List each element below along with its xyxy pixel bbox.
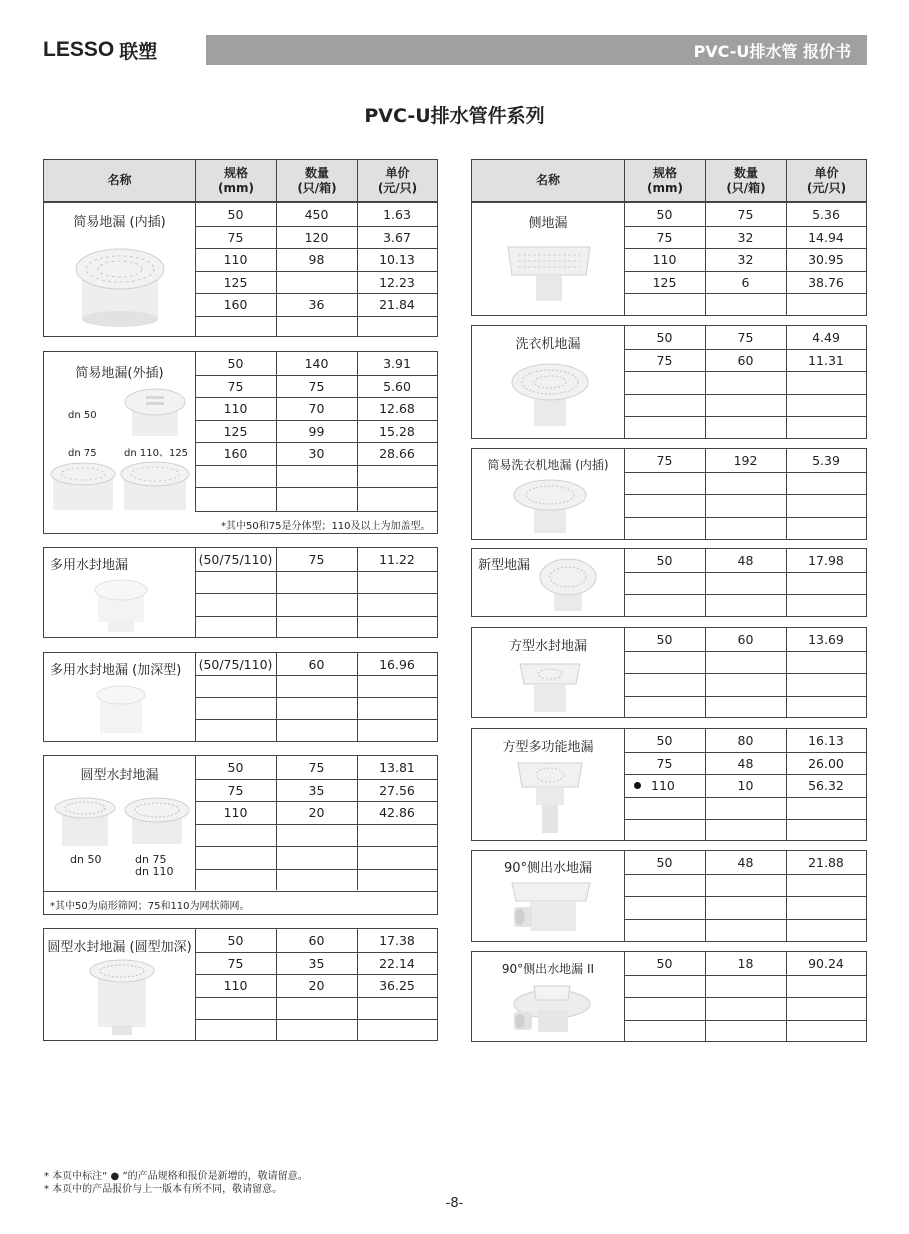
price-cell: 17.98 bbox=[808, 552, 844, 568]
col-qty-unit: (只/箱) bbox=[726, 180, 766, 195]
qty-cell: 48 bbox=[737, 854, 754, 870]
table-row bbox=[624, 594, 866, 616]
table-row bbox=[195, 779, 437, 802]
spec-cell: 75 bbox=[227, 955, 244, 971]
price-cell: 27.56 bbox=[379, 782, 415, 798]
price-cell: 56.32 bbox=[808, 778, 844, 794]
table-row bbox=[624, 226, 866, 249]
size-label: dn 110 bbox=[135, 865, 174, 878]
spec-cell: 75 bbox=[227, 782, 244, 798]
table-row bbox=[195, 869, 437, 892]
product-name: 侧地漏 bbox=[528, 216, 568, 231]
table-row bbox=[624, 997, 866, 1020]
product-image bbox=[514, 658, 586, 716]
table-row bbox=[195, 420, 437, 443]
col-spec-unit: (mm) bbox=[218, 180, 254, 195]
table-row bbox=[624, 549, 866, 572]
spec-cell: 50 bbox=[656, 329, 673, 345]
qty-cell: 32 bbox=[737, 229, 754, 245]
col-price-label: 单价 bbox=[814, 165, 839, 180]
price-cell: 3.67 bbox=[383, 229, 411, 245]
table-row bbox=[195, 997, 437, 1020]
qty-cell: 60 bbox=[737, 352, 754, 368]
col-qty-unit: (只/箱) bbox=[297, 180, 337, 195]
price-cell: 36.25 bbox=[379, 978, 415, 994]
product-group-washer-drain bbox=[471, 325, 867, 439]
spec-cell: 75 bbox=[227, 229, 244, 245]
spec-cell: 50 bbox=[656, 955, 673, 971]
spec-cell: 160 bbox=[223, 446, 248, 462]
col-price-header bbox=[786, 160, 866, 201]
price-cell: 30.95 bbox=[808, 252, 844, 268]
group-note: *其中50为扇形筛网；75和110为网状筛网。 bbox=[50, 901, 250, 912]
table-row bbox=[624, 203, 866, 226]
table-row bbox=[624, 874, 866, 897]
qty-cell: 48 bbox=[737, 552, 754, 568]
price-cell: 10.13 bbox=[379, 252, 415, 268]
price-cell: 90.24 bbox=[808, 955, 844, 971]
table-row bbox=[624, 651, 866, 674]
qty-cell: 192 bbox=[733, 452, 758, 468]
table-row bbox=[624, 673, 866, 696]
table-row bbox=[195, 465, 437, 488]
table-row bbox=[624, 517, 866, 540]
qty-cell: 75 bbox=[308, 759, 325, 775]
footnote-new-items: * 本页中标注“ ● ”的产品规格和报价是新增的，敬请留意。 bbox=[44, 1171, 308, 1182]
product-name: 方型水封地漏 bbox=[508, 639, 587, 654]
col-price-unit: (元/只) bbox=[377, 180, 418, 195]
qty-cell: 120 bbox=[304, 229, 329, 245]
col-qty-header bbox=[705, 160, 786, 201]
col-price-label: 单价 bbox=[385, 165, 410, 180]
spec-cell: 75 bbox=[227, 378, 244, 394]
qty-cell: 20 bbox=[308, 978, 325, 994]
product-name: 新型地漏 bbox=[478, 558, 531, 573]
table-row bbox=[195, 846, 437, 869]
product-group-multi-seal-drain bbox=[43, 547, 438, 638]
table-row bbox=[195, 248, 437, 271]
table-row bbox=[624, 293, 866, 315]
price-cell: 13.69 bbox=[808, 631, 844, 647]
price-cell: 17.38 bbox=[379, 932, 415, 948]
table-row bbox=[624, 271, 866, 294]
spec-cell: 160 bbox=[223, 297, 248, 313]
product-name: 方型多功能地漏 bbox=[502, 740, 594, 755]
spec-cell: 110 bbox=[223, 401, 248, 417]
size-label: dn 50 bbox=[70, 853, 102, 866]
col-name-label: 名称 bbox=[535, 173, 560, 187]
table-row bbox=[195, 675, 437, 697]
table-row bbox=[195, 824, 437, 847]
qty-cell: 75 bbox=[308, 551, 325, 567]
product-image bbox=[50, 794, 120, 854]
table-row bbox=[624, 696, 866, 718]
product-group-simple-drain-outer bbox=[43, 351, 438, 534]
qty-cell: 75 bbox=[308, 378, 325, 394]
spec-cell: 125 bbox=[223, 423, 248, 439]
size-label: dn 75 bbox=[135, 853, 167, 866]
table-row bbox=[624, 952, 866, 975]
table-row-new bbox=[624, 774, 866, 797]
product-group-multi-seal-drain-deep bbox=[43, 652, 438, 742]
qty-cell: 80 bbox=[737, 732, 754, 748]
table-row bbox=[624, 851, 866, 874]
price-cell: 21.84 bbox=[379, 297, 415, 313]
qty-cell: 35 bbox=[308, 782, 325, 798]
price-cell: 21.88 bbox=[808, 854, 844, 870]
spec-cell: 110 bbox=[223, 805, 248, 821]
qty-cell: 36 bbox=[308, 297, 325, 313]
group-note: *其中50和75是分体型；110及以上为加盖型。 bbox=[221, 521, 431, 532]
col-spec-header bbox=[195, 160, 276, 201]
table-row bbox=[195, 719, 437, 741]
qty-cell: 20 bbox=[308, 805, 325, 821]
col-spec-header bbox=[624, 160, 705, 201]
table-row bbox=[195, 593, 437, 616]
table-row bbox=[195, 616, 437, 638]
price-cell: 14.94 bbox=[808, 229, 844, 245]
qty-cell: 450 bbox=[304, 206, 329, 222]
new-item-marker-icon bbox=[634, 782, 641, 789]
spec-cell: 50 bbox=[656, 854, 673, 870]
product-name: 多用水封地漏 bbox=[50, 558, 129, 573]
size-label: dn 110、125 bbox=[124, 448, 189, 459]
col-price-unit: (元/只) bbox=[806, 180, 847, 195]
qty-cell: 99 bbox=[308, 423, 325, 439]
qty-cell: 60 bbox=[737, 631, 754, 647]
table-row bbox=[624, 416, 866, 438]
product-image bbox=[512, 757, 588, 839]
table-row bbox=[195, 271, 437, 294]
table-row bbox=[195, 1019, 437, 1040]
qty-cell: 98 bbox=[308, 252, 325, 268]
qty-cell: 18 bbox=[737, 955, 754, 971]
brand-logo bbox=[43, 36, 157, 64]
product-image bbox=[122, 794, 192, 856]
product-image bbox=[118, 458, 192, 518]
table-row bbox=[624, 248, 866, 271]
product-image bbox=[82, 957, 162, 1039]
product-image bbox=[120, 382, 190, 442]
qty-cell: 70 bbox=[308, 401, 325, 417]
qty-cell: 10 bbox=[737, 778, 754, 794]
table-row bbox=[195, 293, 437, 316]
product-name: 圆型水封地漏 bbox=[80, 768, 159, 783]
col-spec-label: 规格 bbox=[223, 165, 248, 180]
table-row bbox=[195, 397, 437, 420]
product-group-90deg-side-outlet-drain-2 bbox=[471, 951, 867, 1042]
col-price-header bbox=[357, 160, 437, 201]
table-row bbox=[624, 797, 866, 820]
spec-cell: 50 bbox=[227, 355, 244, 371]
product-group-90deg-side-outlet-drain bbox=[471, 850, 867, 942]
product-group-new-drain bbox=[471, 548, 867, 617]
left-table-header bbox=[43, 159, 438, 202]
note-row bbox=[195, 511, 437, 533]
product-image bbox=[508, 980, 594, 1040]
qty-cell: 6 bbox=[741, 274, 750, 290]
product-name: 90°侧出水地漏 bbox=[503, 861, 593, 876]
product-group-simple-washer-drain bbox=[471, 448, 867, 540]
price-cell: 11.31 bbox=[808, 352, 844, 368]
product-image bbox=[506, 879, 596, 939]
spec-cell: 75 bbox=[656, 229, 673, 245]
table-row bbox=[624, 394, 866, 417]
spec-cell: 50 bbox=[656, 552, 673, 568]
table-row bbox=[624, 729, 866, 752]
product-image bbox=[47, 458, 119, 518]
table-row bbox=[195, 548, 437, 571]
qty-cell: 140 bbox=[304, 355, 329, 371]
col-qty-label: 数量 bbox=[304, 165, 329, 180]
size-label: dn 75 bbox=[68, 448, 97, 459]
price-cell: 4.49 bbox=[812, 329, 840, 345]
price-cell: 11.22 bbox=[379, 551, 415, 567]
table-row bbox=[195, 974, 437, 997]
product-name: 简易洗衣机地漏 (内插) bbox=[487, 458, 609, 472]
price-cell: 42.86 bbox=[379, 805, 415, 821]
price-cell: 15.28 bbox=[379, 423, 415, 439]
col-name-header bbox=[44, 160, 195, 201]
spec-cell: (50/75/110) bbox=[198, 551, 273, 567]
header-bar bbox=[206, 35, 867, 65]
table-row bbox=[624, 628, 866, 651]
product-group-side-drain bbox=[471, 202, 867, 316]
col-spec-label: 规格 bbox=[652, 165, 677, 180]
qty-cell: 48 bbox=[737, 755, 754, 771]
product-group-round-seal-drain bbox=[43, 755, 438, 915]
qty-cell: 35 bbox=[308, 955, 325, 971]
table-row bbox=[195, 929, 437, 952]
product-name: 多用水封地漏 (加深型) bbox=[50, 663, 182, 678]
table-row bbox=[195, 571, 437, 594]
qty-cell: 60 bbox=[308, 656, 325, 672]
col-spec-unit: (mm) bbox=[647, 180, 683, 195]
table-row bbox=[195, 352, 437, 375]
col-name-label: 名称 bbox=[107, 173, 132, 187]
table-row bbox=[195, 442, 437, 465]
qty-cell: 75 bbox=[737, 206, 754, 222]
price-cell: 16.96 bbox=[379, 656, 415, 672]
product-image bbox=[536, 553, 600, 615]
spec-cell bbox=[624, 775, 705, 797]
spec-cell: 75 bbox=[656, 755, 673, 771]
col-qty-label: 数量 bbox=[733, 165, 758, 180]
table-row bbox=[624, 975, 866, 998]
price-cell: 5.60 bbox=[383, 378, 411, 394]
spec-cell: 125 bbox=[652, 274, 677, 290]
spec-value: 110 bbox=[651, 778, 675, 794]
qty-cell: 60 bbox=[308, 932, 325, 948]
table-row bbox=[624, 1020, 866, 1042]
qty-cell: 32 bbox=[737, 252, 754, 268]
price-cell: 38.76 bbox=[808, 274, 844, 290]
product-group-square-seal-drain bbox=[471, 627, 867, 718]
table-row bbox=[624, 819, 866, 840]
spec-cell: (50/75/110) bbox=[198, 656, 273, 672]
table-row bbox=[624, 919, 866, 942]
price-cell: 3.91 bbox=[383, 355, 411, 371]
table-row bbox=[195, 226, 437, 249]
spec-cell: 50 bbox=[227, 206, 244, 222]
page-title: PVC-U排水管件系列 bbox=[364, 105, 545, 127]
product-name: 简易地漏(外插) bbox=[75, 366, 164, 381]
spec-cell: 110 bbox=[223, 978, 248, 994]
price-cell: 22.14 bbox=[379, 955, 415, 971]
price-cell: 26.00 bbox=[808, 755, 844, 771]
note-row bbox=[44, 891, 437, 914]
price-cell: 5.36 bbox=[812, 206, 840, 222]
product-name: 90°侧出水地漏 II bbox=[501, 962, 595, 976]
table-row bbox=[195, 487, 437, 511]
spec-cell: 125 bbox=[223, 274, 248, 290]
product-name: 圆型水封地漏 (圆型加深) bbox=[47, 940, 192, 955]
page-number: -8- bbox=[445, 1196, 464, 1211]
price-cell: 12.23 bbox=[379, 274, 415, 290]
table-row bbox=[624, 572, 866, 595]
table-row bbox=[624, 349, 866, 372]
product-image bbox=[70, 239, 170, 329]
table-row bbox=[195, 952, 437, 975]
product-image bbox=[508, 356, 592, 434]
col-qty-header bbox=[276, 160, 357, 201]
qty-cell: 75 bbox=[737, 329, 754, 345]
table-row bbox=[624, 326, 866, 349]
product-group-round-seal-drain-deep bbox=[43, 928, 438, 1041]
product-name: 洗衣机地漏 bbox=[515, 337, 581, 352]
table-row bbox=[195, 801, 437, 824]
table-row bbox=[624, 472, 866, 495]
spec-cell: 50 bbox=[656, 631, 673, 647]
spec-cell: 75 bbox=[656, 452, 673, 468]
table-row bbox=[195, 203, 437, 226]
price-cell: 12.68 bbox=[379, 401, 415, 417]
table-row bbox=[624, 449, 866, 472]
table-row bbox=[624, 371, 866, 394]
logo-latin-text: LESSO bbox=[43, 38, 115, 61]
col-name-header bbox=[472, 160, 624, 201]
spec-cell: 50 bbox=[656, 206, 673, 222]
table-row bbox=[624, 494, 866, 517]
spec-cell: 50 bbox=[227, 759, 244, 775]
table-row bbox=[195, 316, 437, 338]
spec-cell: 50 bbox=[227, 932, 244, 948]
spec-cell: 110 bbox=[652, 252, 677, 268]
table-row bbox=[195, 653, 437, 675]
product-image bbox=[504, 237, 594, 307]
table-row bbox=[195, 375, 437, 398]
price-cell: 1.63 bbox=[383, 206, 411, 222]
footnotes bbox=[44, 1170, 308, 1196]
right-table-header bbox=[471, 159, 867, 202]
product-image bbox=[88, 574, 154, 636]
table-row bbox=[624, 896, 866, 919]
price-cell: 5.39 bbox=[812, 452, 840, 468]
footnote-price-change: * 本页中的产品报价与上一版本有所不同，敬请留意。 bbox=[44, 1184, 283, 1195]
price-cell: 16.13 bbox=[808, 732, 844, 748]
spec-cell: 110 bbox=[223, 252, 248, 268]
size-label: dn 50 bbox=[68, 410, 97, 421]
product-group-square-multi-drain bbox=[471, 728, 867, 841]
table-row bbox=[195, 756, 437, 779]
table-row bbox=[195, 697, 437, 719]
price-cell: 28.66 bbox=[379, 446, 415, 462]
header-bar-text: PVC-U排水管 报价书 bbox=[693, 41, 851, 61]
table-row bbox=[624, 752, 866, 775]
spec-cell: 50 bbox=[656, 732, 673, 748]
product-group-simple-drain-inner bbox=[43, 202, 438, 337]
logo-chinese-text: 联塑 bbox=[119, 40, 158, 63]
product-name: 简易地漏 (内插) bbox=[73, 215, 166, 230]
product-image bbox=[90, 681, 152, 739]
qty-cell bbox=[276, 272, 357, 294]
qty-cell: 30 bbox=[308, 446, 325, 462]
product-image bbox=[510, 473, 590, 537]
price-cell: 13.81 bbox=[379, 759, 415, 775]
spec-cell: 75 bbox=[656, 352, 673, 368]
